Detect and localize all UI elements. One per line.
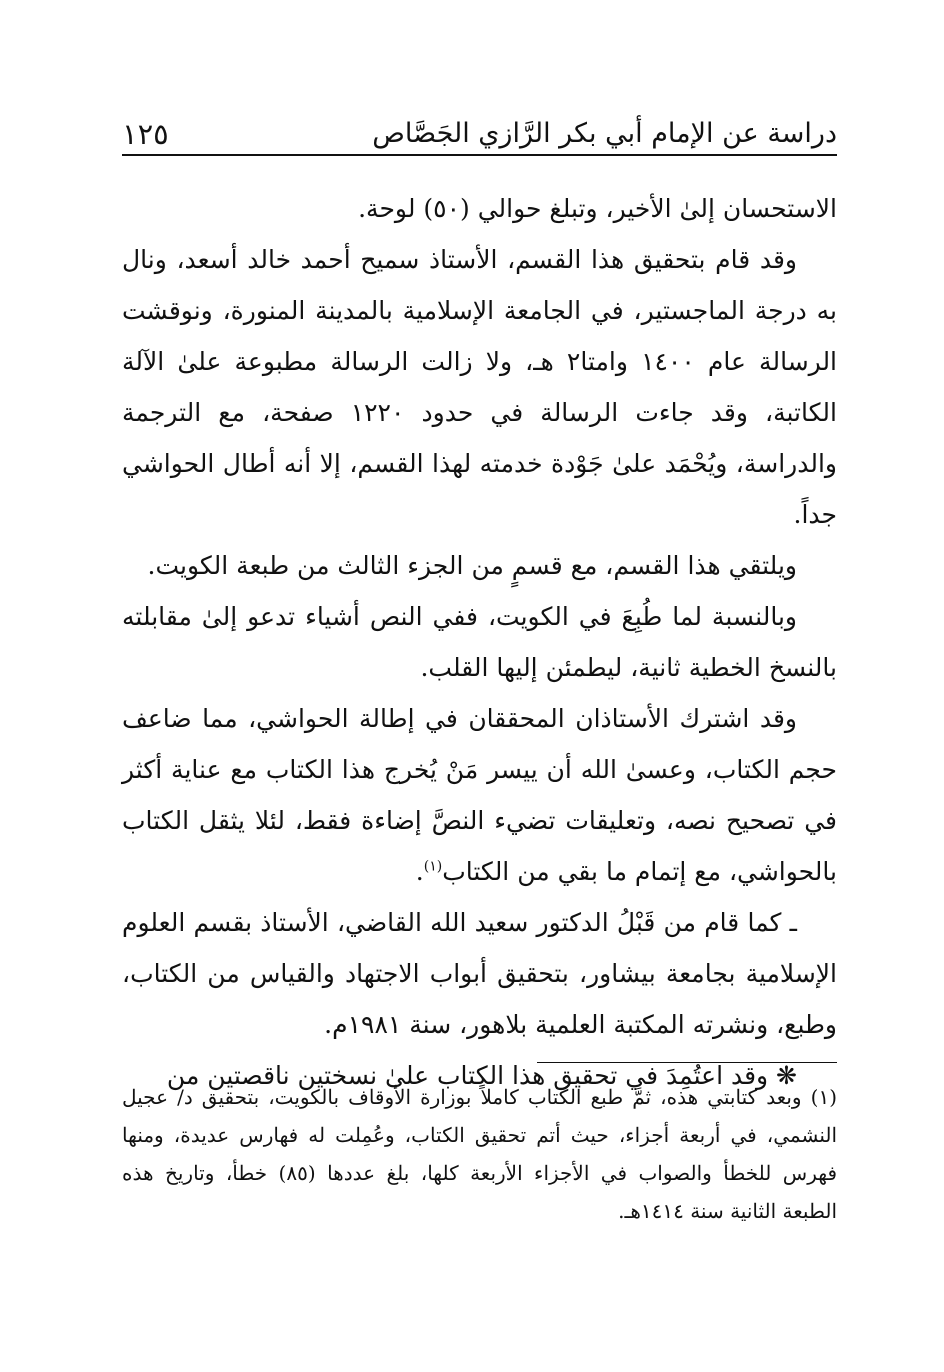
running-title: دراسة عن الإمام أبي بكر الرَّازي الجَصَّاص bbox=[372, 118, 837, 149]
header-rule bbox=[122, 154, 837, 156]
paragraph-7: ❋ وقد اعتُمِدَ في تحقيق هذا الكتاب علىٰ نسختين ناقصتين من bbox=[166, 1061, 797, 1090]
paragraph-1: الاستحسان إلىٰ الأخير، وتبلغ حوالي (٥٠) لوحة. bbox=[358, 194, 837, 223]
paragraph-5 bbox=[122, 693, 837, 897]
paragraph-6: ـ كما قام من قَبْلُ الدكتور سعيد الله القاضي، الأستاذ بقسم العلوم الإسلامية بجامعة بيشاور، بتحقيق أبواب الاجتهاد والقياس من الكتاب، وطبع، ونشرته المكتبة العلمية بلاهور، سنة ١٩٨١م. bbox=[122, 908, 837, 1039]
footnote-rule bbox=[537, 1062, 837, 1063]
footnote-reference[interactable]: (١) bbox=[423, 858, 443, 875]
footnote-1: (١) وبعد كتابتي هذه، ثمَّ طبع الكتاب كاملاً بوزارة الأوقاف بالكويت، بتحقيق د/ عجيل النشمي، في أربعة أجزاء، حيث أتم تحقيق الكتاب، وعُمِلت له فهارس عديدة، ومنها فهرس للخطأ والصواب في الأجزاء الأربعة كلها، بلغ عددها (٨٥) خطأ، وتاريخ هذه الطبعة الثانية سنة ١٤١٤هـ. bbox=[122, 1085, 838, 1223]
page-number: ١٢٥ bbox=[122, 117, 169, 151]
paragraph-2: وقد قام بتحقيق هذا القسم، الأستاذ سميح أحمد خالد أسعد، ونال به درجة الماجستير، في الجامعة الإسلامية بالمدينة المنورة، ونوقشت الرسالة عام ١٤٠٠ وامتا٢ هـ، ولا زالت الرسالة مطبوعة علىٰ الآلة الكاتبة، وقد جاءت الرسالة في حدود ١٢٢٠ صفحة، مع الترجمة والدراسة، ويُحْمَد علىٰ جَوْدة خدمته لهذا القسم، إلا أنه أطال الحواشي جداً. bbox=[122, 245, 838, 529]
paragraph-5-end: . bbox=[415, 857, 424, 886]
page-header bbox=[122, 104, 837, 154]
main-text bbox=[122, 183, 837, 1101]
footnotes bbox=[122, 1078, 837, 1230]
paragraph-4: وبالنسبة لما طُبِعَ في الكويت، ففي النص أشياء تدعو إلىٰ مقابلته بالنسخ الخطية ثانية، ليطمئن إليها القلب. bbox=[122, 602, 837, 682]
paragraph-3: ويلتقي هذا القسم، مع قسمٍ من الجزء الثالث من طبعة الكويت. bbox=[147, 551, 797, 580]
paragraph-5-text: وقد اشترك الأستاذان المحققان في إطالة الحواشي، مما ضاعف حجم الكتاب، وعسىٰ الله أن ييسر مَنْ يُخرج هذا الكتاب مع عناية أكثر في تصحيح نصه، وتعليقات تضيء النصَّ إضاءة فقط، لئلا يثقل الكتاب بالحواشي، مع إتمام ما بقي من الكتاب bbox=[122, 704, 837, 886]
